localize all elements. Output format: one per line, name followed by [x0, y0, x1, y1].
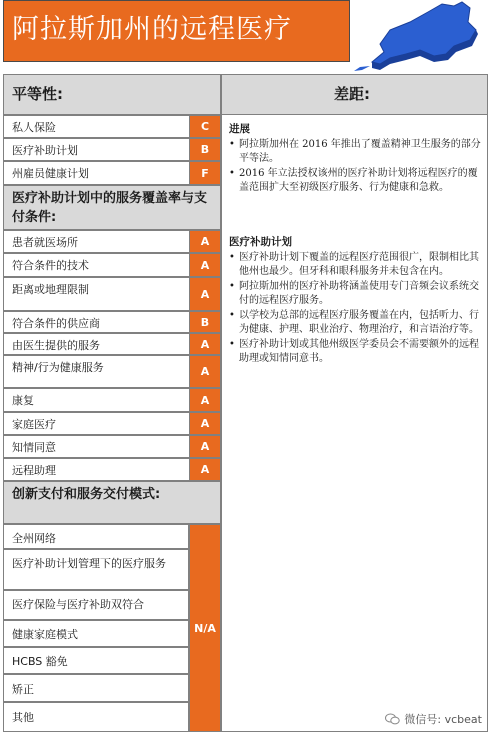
row-label: 符合条件的技术: [12, 259, 89, 272]
row-label: 医疗保险与医疗补助双符合: [12, 598, 144, 611]
grade-badge: A: [189, 435, 221, 458]
gap-header: [221, 74, 488, 115]
row-label-box: [3, 388, 189, 412]
grade-badge: B: [189, 311, 221, 333]
table-row: [3, 355, 221, 388]
table-row: [3, 620, 189, 647]
row-label-box: [3, 253, 189, 277]
row-label: 州雇员健康计划: [12, 167, 89, 180]
wechat-id: 微信号: vcbeat: [404, 713, 482, 726]
medicaid-bullet: • 阿拉斯加州的医疗补助将涵盖使用专门音频会议系统交付的远程医疗服务。: [229, 280, 485, 308]
row-label-box: [3, 277, 189, 311]
table-row: [3, 435, 221, 458]
row-label: 距离或地理限制: [12, 283, 89, 296]
medicaid-bullet: • 医疗补助计划下覆盖的远程医疗范围很广，限制相比其他州也最少。但牙科和眼科服务并未包含在内。: [229, 251, 485, 279]
medicaid-block: [229, 234, 485, 367]
row-label-box: [3, 161, 189, 185]
grade-badge: A: [189, 277, 221, 311]
row-label: 矫正: [12, 683, 34, 696]
row-label-box: [3, 524, 189, 549]
row-label-box: [3, 412, 189, 435]
table-row: [3, 138, 221, 161]
progress-block: [229, 121, 485, 196]
section-heading: [3, 481, 221, 524]
grade-badge: A: [189, 253, 221, 277]
row-label: 私人保险: [12, 121, 56, 134]
row-label-box: [3, 333, 189, 355]
row-label-box: [3, 311, 189, 333]
row-label-box: [3, 138, 189, 161]
row-label-box: [3, 435, 189, 458]
row-label: 由医生提供的服务: [12, 339, 100, 352]
table-row: [3, 590, 189, 620]
section-title: 医疗补助计划中的服务覆盖率与支付条件:: [12, 191, 208, 225]
equality-column: [3, 115, 221, 732]
row-label: 其他: [12, 711, 34, 724]
row-label-box: [3, 702, 189, 732]
medicaid-heading: 医疗补助计划: [229, 236, 292, 248]
equality-header-label: 平等性:: [12, 85, 63, 103]
alaska-map-icon: [350, 0, 488, 73]
table-row: [3, 412, 221, 435]
row-label-box: [3, 355, 189, 388]
row-label-box: [3, 590, 189, 620]
table-row: [3, 549, 189, 590]
row-label: 远程助理: [12, 464, 56, 477]
row-label: 康复: [12, 394, 34, 407]
row-label-box: [3, 115, 189, 138]
row-label: 精神/行为健康服务: [12, 361, 104, 374]
row-label: 知情同意: [12, 441, 56, 454]
grade-badge: A: [189, 333, 221, 355]
equality-header: [3, 74, 221, 115]
grade-badge: A: [189, 458, 221, 481]
progress-heading: 进展: [229, 123, 250, 135]
table-row: [3, 161, 221, 185]
section-title: 创新支付和服务交付模式:: [12, 487, 161, 502]
row-label: 符合条件的供应商: [12, 317, 100, 330]
section-heading: [3, 185, 221, 230]
row-label: 医疗补助计划: [12, 144, 78, 157]
medicaid-bullet: • 医疗补助计划或其他州级医学委员会不需要额外的远程助理或知情同意书。: [229, 338, 485, 366]
progress-bullet: • 阿拉斯加州在 2016 年推出了覆盖精神卫生服务的部分平等法。: [229, 138, 485, 166]
table-row: [3, 524, 189, 549]
page-title: 阿拉斯加州的远程医疗: [12, 14, 292, 45]
grade-badge: A: [189, 230, 221, 253]
wechat-icon: [385, 713, 400, 725]
row-label: 家庭医疗: [12, 418, 56, 431]
row-label-box: [3, 674, 189, 702]
row-label-box: [3, 620, 189, 647]
grade-badge: A: [189, 412, 221, 435]
table-row: [3, 115, 221, 138]
table-row: [3, 277, 221, 311]
row-label: HCBS 豁免: [12, 655, 68, 668]
medicaid-bullet: • 以学校为总部的远程医疗服务覆盖在内，包括听力、行为健康、护理、职业治疗、物理治疗，和言语治疗等。: [229, 309, 485, 337]
table-row: [3, 333, 221, 355]
table-row: [3, 674, 189, 702]
gap-column: [221, 115, 488, 732]
row-label: 患者就医场所: [12, 236, 78, 249]
row-label-box: [3, 230, 189, 253]
row-label: 健康家庭模式: [12, 628, 78, 641]
row-label: 医疗补助计划管理下的医疗服务: [12, 557, 166, 570]
table-row: [3, 388, 221, 412]
header: [3, 0, 488, 73]
grade-badge: A: [189, 388, 221, 412]
grade-badge: B: [189, 138, 221, 161]
gap-header-label: 差距:: [334, 85, 370, 103]
grade-badge: A: [189, 355, 221, 388]
table-row: [3, 311, 221, 333]
table-row: [3, 458, 221, 481]
title-banner: [3, 0, 350, 62]
table-row: [3, 702, 189, 732]
table-row: [3, 253, 221, 277]
wechat-watermark: [385, 711, 482, 727]
progress-bullet: • 2016 年立法授权该州的医疗补助计划将远程医疗的覆盖范围扩大至初级医疗服务、行为健康和急救。: [229, 167, 485, 195]
infographic: [3, 0, 488, 733]
grade-badge: F: [189, 161, 221, 185]
row-label-box: [3, 647, 189, 674]
grade-badge: N/A: [189, 524, 221, 732]
row-label-box: [3, 458, 189, 481]
table-row: [3, 230, 221, 253]
row-label-box: [3, 549, 189, 590]
grade-badge: C: [189, 115, 221, 138]
table-row: [3, 647, 189, 674]
row-label: 全州网络: [12, 532, 56, 545]
